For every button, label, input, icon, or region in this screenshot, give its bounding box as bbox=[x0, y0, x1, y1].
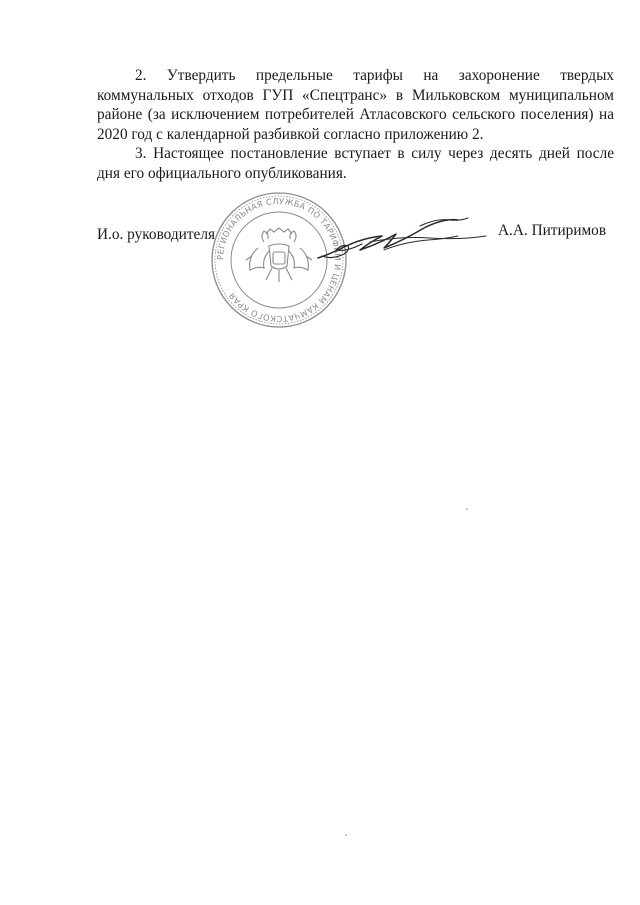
signatory-name: А.А. Питиримов bbox=[498, 222, 607, 239]
handwritten-signature bbox=[300, 208, 500, 270]
paragraph-3: 3. Настоящее постановление вступает в силу через десять дней после дня его официального опубликования. bbox=[97, 145, 614, 182]
scan-speck bbox=[466, 508, 468, 510]
paragraph-2: 2. Утвердить предельные тарифы на захоронение твердых коммунальных отходов ГУП «Спецтранс» в Мильковском муниципальном районе (за исключением потребителей Атласовского сельского поселения) на 2020 год с календарной разбивкой согласно приложению 2. bbox=[97, 67, 614, 143]
seal-ring-text: РЕГИОНАЛЬНАЯ СЛУЖБА ПО ТАРИФАМ И ЦЕНАМ КАМЧАТСКОГО КРАЯ bbox=[214, 195, 344, 325]
signatory-role: И.о. руководителя bbox=[97, 226, 216, 243]
document-body bbox=[97, 66, 614, 184]
scan-speck bbox=[345, 834, 347, 836]
